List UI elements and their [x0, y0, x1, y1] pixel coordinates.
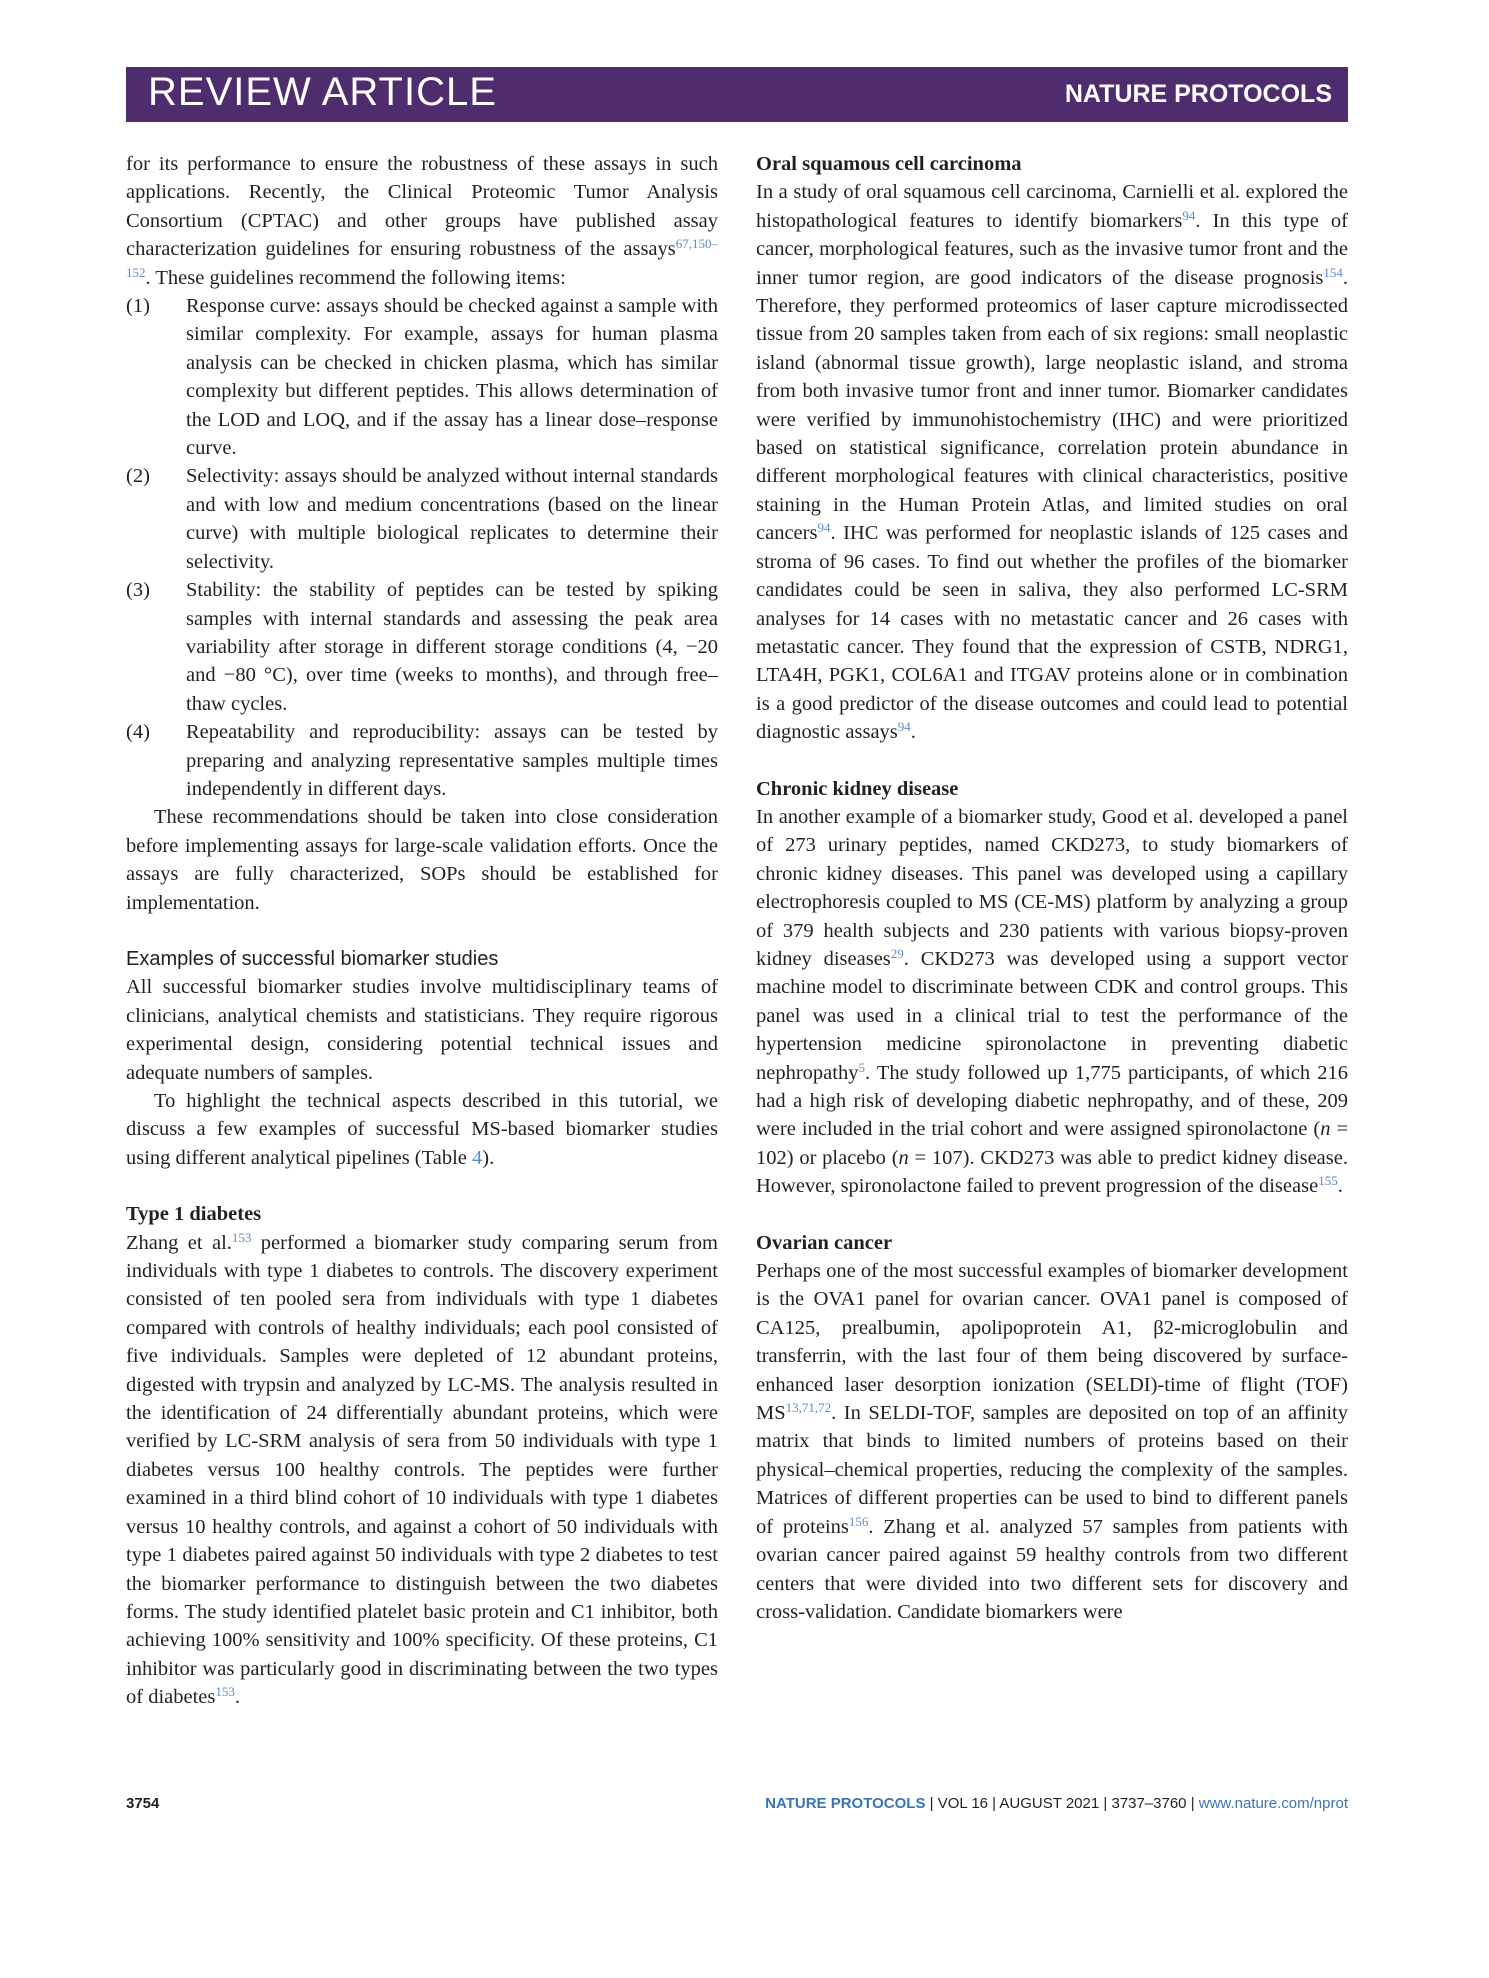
left-column	[126, 150, 718, 1712]
citation-link[interactable]: 29	[890, 945, 904, 961]
section-label: REVIEW ARTICLE	[148, 70, 497, 114]
list-item: (4) Repeatability and reproducibility: assays can be tested by preparing and analyzing representative samples multiple times independently in different days.	[126, 721, 718, 800]
footer-journal: NATURE PROTOCOLS	[765, 1795, 926, 1812]
citation-link[interactable]: 94	[817, 520, 831, 536]
citation-link[interactable]: 67,150–152	[126, 236, 718, 280]
subsection-heading: Type 1 diabetes	[126, 1203, 262, 1226]
citation-link[interactable]: 13,71,72	[785, 1400, 832, 1416]
footer-url-link[interactable]: www.nature.com/nprot	[1198, 1795, 1348, 1812]
citation-link[interactable]: 153	[231, 1229, 252, 1245]
subsection-heading: Oral squamous cell carcinoma	[756, 153, 1022, 175]
footer-citation: NATURE PROTOCOLS | VOL 16 | AUGUST 2021 | 3737–3760 | www.nature.com/nprot	[765, 1795, 1348, 1812]
header-band	[126, 67, 1348, 122]
paragraph: for its performance to ensure the robustness of these assays in such applications. Recently, the Clinical Proteomic Tumor Analysis Consortium (CPTAC) and other groups have published assay characterization guidelines for ensuring robustness of the assays$^{67,150-152}$. These guidelines recommend the following items:	[126, 153, 718, 289]
citation-link[interactable]: 156	[848, 1513, 869, 1529]
paragraph: Perhaps one of the most successful examples of biomarker development is the OVA1 panel for ovarian cancer. OVA1 panel is composed of CA125, prealbumin, apolipoprotein A1, β2-microglobulin and transferrin, with the last four of them being discovered by surface-enhanced laser desorption ionization (SELDI)-time of flight (TOF) MS$^{13,71,72}$. In SELDI-TOF, samples are deposited on top of an affinity matrix that binds to limited numbers of proteins based on their physical–chemical properties, reducing the complexity of the samples. Matrices of different properties can be used to bind to different panels of proteins$^{156}$. Zhang et al. analyzed 57 samples from patients with ovarian cancer paired against 59 healthy controls from two different centers that were divided into two different sets for discovery and cross-validation. Candidate biomarkers were	[756, 1260, 1349, 1623]
table-link[interactable]: 4	[472, 1146, 483, 1169]
guideline-list	[126, 292, 718, 803]
citation-link[interactable]: 5	[858, 1059, 865, 1075]
paragraph: Zhang et al.$^{153}$ performed a biomarker study comparing serum from individuals with type 1 diabetes to controls. The discovery experiment consisted of ten pooled sera from individuals with type 1 diabetes compared with controls of healthy individuals; each pool consisted of five individuals. Samples were depleted of 12 abundant proteins, digested with trypsin and analyzed by LC-MS. The analysis resulted in the identification of 24 differentially abundant proteins, which were verified by LC-SRM analysis of sera from 50 individuals with type 1 diabetes versus 100 healthy controls. The peptides were further examined in a third blind cohort of 10 individuals with type 1 diabetes versus 10 healthy controls, and against a cohort of 50 individuals with type 1 diabetes paired against 50 individuals with type 2 diabetes to test the biomarker performance to distinguish between the two diabetes forms. The study identified platelet basic protein and C1 inhibitor, both achieving 100% sensitivity and 100% specificity. Of these proteins, C1 inhibitor was particularly good in discriminating between the two types of diabetes$^{153}$.	[126, 1229, 718, 1709]
paragraph: In a study of oral squamous cell carcinoma, Carnielli et al. explored the histopathological features to identify biomarkers$^{94}$. In this type of cancer, morphological features, such as the invasive tumor front and the inner tumor region, are good indicators of the disease prognosis$^{154}$. Therefore, they performed proteomics of laser capture microdissected tissue from 20 samples taken from each of six regions: small neoplastic island (abnormal tissue growth), large neoplastic island, and stroma from both invasive tumor front and inner tumor. Biomarker candidates were verified by immunohistochemistry (IHC) and were prioritized based on statistical significance, correlation protein abundance in different morphological features with clinical characteristics, positive staining in the Human Protein Atlas, and limited studies on oral cancers$^{94}$. IHC was performed for neoplastic islands of 125 cases and stroma of 96 cases. To find out whether the profiles of the biomarker candidates could be seen in saliva, they also performed LC-SRM analyses for 14 cases with no metastatic cancer and 26 cases with metastatic cancer. They found that the expression of CSTB, NDRG1, LTA4H, PGK1, COL6A1 and ITGAV proteins alone or in combination is a good predictor of the disease outcomes and could lead to potential diagnostic assays$^{94}$.	[756, 181, 1348, 744]
list-item: (2) Selectivity: assays should be analyzed without internal standards and with low and medium concentrations (based on the linear curve) with multiple biological replicates to determine their selectivity.	[126, 465, 718, 573]
list-item: (1) Response curve: assays should be checked against a sample with similar complexity. For example, assays for human plasma analysis can be checked in chicken plasma, which has similar complexity but different peptides. This allows determination of the LOD and LOQ, and if the assay has a linear dose–response curve.	[126, 295, 718, 460]
subsection-heading: Ovarian cancer	[756, 1231, 893, 1254]
paragraph: To highlight the technical aspects described in this tutorial, we discuss a few examples of successful MS-based biomarker studies using different analytical pipelines (Table 4).	[126, 1090, 718, 1169]
paragraph: In another example of a biomarker study, Good et al. developed a panel of 273 urinary peptides, named CKD273, to study biomarkers of chronic kidney diseases. This panel was developed using a capillary electrophoresis coupled to MS (CE-MS) platform by analyzing a group of 379 health subjects and 230 patients with various biopsy-proven kidney diseases$^{29}$. CKD273 was developed using a support vector machine model to discriminate between CDK and control groups. This panel was used in a clinical trial to test the performance of the hypertension medicine spironolactone in preventing diabetic nephropathy$^5$. The study followed up 1,775 participants, of which 216 had a high risk of developing diabetic nephropathy, and of these, 209 were included in the trial cohort and were assigned spironolactone (n = 102) or placebo (n = 107). CKD273 was able to predict kidney disease. However, spironolactone failed to prevent progression of the disease$^{155}$.	[756, 805, 1349, 1198]
citation-link[interactable]: 154	[1323, 264, 1343, 280]
subsection-heading: Chronic kidney disease	[756, 777, 959, 800]
page-number: 3754	[126, 1795, 160, 1812]
right-column	[756, 150, 1348, 1626]
citation-link[interactable]: 155	[1318, 1173, 1338, 1189]
citation-link[interactable]: 94	[1182, 207, 1196, 223]
section-heading: Examples of successful biomarker studies	[126, 947, 499, 970]
paragraph: All successful biomarker studies involve multidisciplinary teams of clinicians, analytical chemists and statisticians. They require rigorous experimental design, considering potential technical issues and adequate numbers of samples.	[126, 976, 718, 1084]
citation-link[interactable]: 153	[215, 1684, 235, 1700]
citation-link[interactable]: 94	[897, 719, 911, 735]
journal-name: NATURE PROTOCOLS	[1064, 80, 1332, 108]
paragraph: These recommendations should be taken into close consideration before implementing assays for large-scale validation efforts. Once the assays are fully characterized, SOPs should be established for implementation.	[126, 806, 718, 914]
list-item: (3) Stability: the stability of peptides can be tested by spiking samples with internal standards and assessing the peak area variability after storage in different storage conditions (4, −20 and −80 °C), over time (weeks to months), and through free–thaw cycles.	[126, 579, 718, 715]
